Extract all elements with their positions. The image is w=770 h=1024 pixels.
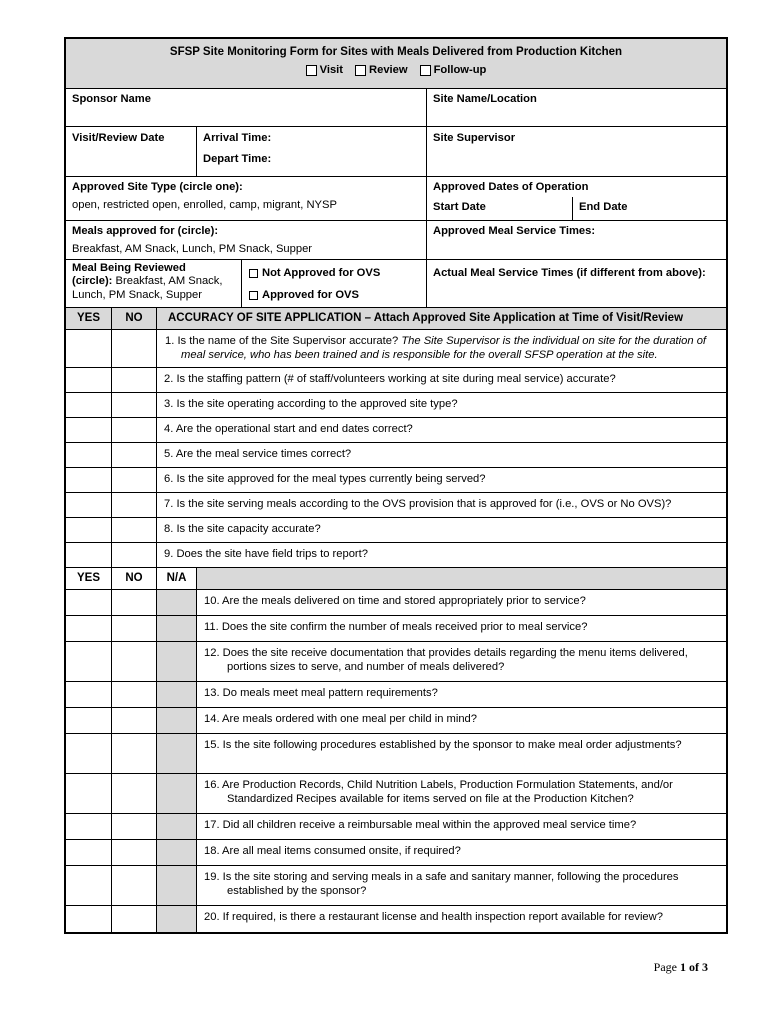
- question-text: 15. Is the site following procedures established by the sponsor to make meal order adjustments?: [204, 739, 682, 751]
- question-row: [66, 839, 726, 865]
- question-row: [66, 392, 726, 417]
- yes-cell[interactable]: [66, 393, 112, 417]
- question-row: [66, 813, 726, 839]
- question-row: [66, 589, 726, 615]
- start-date-field[interactable]: Start Date: [433, 201, 486, 213]
- na-cell[interactable]: [157, 866, 197, 905]
- no-cell[interactable]: [112, 642, 157, 681]
- no-cell[interactable]: [112, 418, 157, 442]
- question-text: 1. Is the name of the Site Supervisor accurate?: [165, 335, 399, 347]
- yes-cell[interactable]: [66, 330, 112, 367]
- meal-reviewed-options-1[interactable]: Breakfast, AM Snack,: [115, 275, 223, 288]
- question-text: 14. Are meals ordered with one meal per child in mind?: [204, 713, 477, 725]
- question-row: [66, 615, 726, 641]
- sponsor-name-field[interactable]: Sponsor Name: [72, 93, 151, 105]
- actual-times-field[interactable]: Actual Meal Service Times (if different from above):: [426, 260, 726, 307]
- question-text: 6. Is the site approved for the meal types currently being served?: [164, 473, 486, 485]
- question-note: The Site Supervisor is the individual on site for the duration of meal service, who has been trained and is responsible for the overall SFSP operation at the site.: [181, 335, 707, 361]
- question-row: [66, 773, 726, 813]
- ovs-approved-option[interactable]: Approved for OVS: [249, 288, 419, 302]
- na-cell[interactable]: [157, 642, 197, 681]
- question-text: 17. Did all children receive a reimbursable meal within the approved meal service time?: [204, 819, 637, 831]
- no-cell[interactable]: [112, 866, 157, 905]
- followup-checkbox[interactable]: [420, 65, 431, 76]
- form-header: [66, 39, 726, 88]
- question-text: 10. Are the meals delivered on time and stored appropriately prior to service?: [204, 595, 586, 607]
- na-cell[interactable]: [157, 906, 197, 932]
- no-cell[interactable]: [112, 493, 157, 517]
- question-row: [66, 517, 726, 542]
- visit-checkbox-item[interactable]: Visit: [306, 63, 343, 77]
- site-type-label: Approved Site Type (circle one):: [72, 181, 243, 193]
- na-cell[interactable]: [157, 840, 197, 865]
- ovs-not-approved-option[interactable]: Not Approved for OVS: [249, 266, 419, 280]
- visit-checkbox[interactable]: [306, 65, 317, 76]
- na-cell[interactable]: [157, 774, 197, 813]
- question-row: [66, 467, 726, 492]
- yes-cell[interactable]: [66, 468, 112, 492]
- na-cell[interactable]: [157, 616, 197, 641]
- yes-cell[interactable]: [66, 418, 112, 442]
- end-date-field[interactable]: End Date: [572, 197, 726, 220]
- no-cell[interactable]: [112, 814, 157, 839]
- na-cell[interactable]: [157, 814, 197, 839]
- question-text: 2. Is the staffing pattern (# of staff/volunteers working at site during meal service) accurate?: [164, 373, 616, 385]
- question-row: [66, 641, 726, 681]
- na-cell[interactable]: [157, 708, 197, 733]
- no-cell[interactable]: [112, 708, 157, 733]
- question-text: 16. Are Production Records, Child Nutrition Labels, Production Formulation Statements, and/or Standardized Recipes available for items served on file at the Production Kitchen?: [204, 779, 673, 805]
- depart-time-field[interactable]: Depart Time:: [203, 153, 272, 165]
- no-cell[interactable]: [112, 906, 157, 932]
- na-cell[interactable]: [157, 734, 197, 773]
- yes-cell[interactable]: [66, 866, 112, 905]
- meal-reviewed-label: Meal Being Reviewed: [72, 262, 186, 274]
- yes-cell[interactable]: [66, 493, 112, 517]
- meal-reviewed-options-2[interactable]: Lunch, PM Snack, Supper: [72, 288, 202, 301]
- no-cell[interactable]: [112, 774, 157, 813]
- followup-checkbox-item[interactable]: Follow-up: [420, 63, 487, 77]
- question-row: [66, 865, 726, 905]
- question-text: 18. Are all meal items consumed onsite, if required?: [204, 845, 461, 857]
- monitoring-form: SFSP Site Monitoring Form for Sites with Meals Delivered from Production Kitchen Visit Review Follow-up Sponsor Name Site Name/Location Visit/Review Date Arrival Time: Depart Time: Site Supervisor Approved Site Type (circle one): open, restricted open, enrolled, camp, migrant, NYSP Approved Dates of Operation Start Date End Date Meals approved for (circle): Breakfast, AM Snack, Lunch, PM Snack, Supper Approved Meal Service Times: Meal Being Reviewed (circle): Breakfast, AM Snack, Lunch, PM Snack, Supper Not Approved for OVS Approved for OVS Actual Meal Service Times (if different from above): YES NO ACCURACY OF SITE APPLICATION – Attach Approved Site Application at Time of Visit/Review 1. Is the name of the Site Supervisor accurate? The Site Supervisor is the individual on site for the duration of meal service, who has been trained and is responsible for the overall SFSP operation at the site. 2. Is the staffing pattern (# of staff/volunteers working at site during meal service) accurate? 3. Is the site operating according to the approved site type? 4. Are the operational start and end dates correct? 5. Are the meal service times correct? 6. Is the site approved for the meal types currently being served? 7. Is the site serving meals according to the OVS provision that is approved for (i.e., OVS or No OVS)? 8. Is the site capacity accurate? 9. Does the site have field trips to report? YES NO N/A 10. Are the meals delivered on time and stored appropriately prior to service? 11. Does the site confirm the number of meals received prior to meal service? 12. Does the site receive documentation that provides details regarding the menu items delivered, portions sizes to serve, and number of meals delivered? 13. Do meals meet meal pattern requirements? 14. Are meals ordered with one meal per child in mind? 15. Is the site following procedures established by the sponsor to make meal order adjustments? 16. Are Production Records, Child Nutrition Labels, Production Formulation Statements, and/or Standardized Recipes available for items served on file at the Production Kitchen? 17. Did all children receive a reimbursable meal within the approved meal service time? 18. Are all meal items consumed onsite, if required? 19. Is the site storing and serving meals in a safe and sanitary manner, following the procedures established by the sponsor? 20. If required, is there a restaurant license and health inspection report available for review?: [64, 37, 728, 934]
- meal-service-times-field[interactable]: Approved Meal Service Times:: [426, 221, 726, 259]
- question-row: [66, 542, 726, 567]
- yes-cell[interactable]: [66, 906, 112, 932]
- no-cell[interactable]: [112, 682, 157, 707]
- no-cell[interactable]: [112, 616, 157, 641]
- review-checkbox-item[interactable]: Review: [355, 63, 408, 77]
- question-row: [66, 329, 726, 367]
- yes-cell[interactable]: [66, 590, 112, 615]
- site-supervisor-field[interactable]: Site Supervisor: [426, 127, 726, 176]
- question-text: 5. Are the meal service times correct?: [164, 448, 352, 460]
- question-text: 19. Is the site storing and serving meals in a safe and sanitary manner, following the procedures established by the sponsor?: [204, 871, 679, 897]
- section1-header: YES NO ACCURACY OF SITE APPLICATION – Attach Approved Site Application at Time of Visit/Review: [66, 307, 726, 329]
- form-title: SFSP Site Monitoring Form for Sites with Meals Delivered from Production Kitchen: [169, 46, 623, 58]
- no-cell[interactable]: [112, 590, 157, 615]
- yes-cell[interactable]: [66, 708, 112, 733]
- no-cell[interactable]: [112, 543, 157, 567]
- meals-approved-label: Meals approved for (circle):: [72, 225, 219, 237]
- yes-cell[interactable]: [66, 840, 112, 865]
- no-cell[interactable]: [112, 734, 157, 773]
- yes-cell[interactable]: [66, 543, 112, 567]
- yes-cell[interactable]: [66, 368, 112, 392]
- no-cell[interactable]: [112, 443, 157, 467]
- question-row: [66, 492, 726, 517]
- no-cell[interactable]: [112, 393, 157, 417]
- dates-operation-label: Approved Dates of Operation: [433, 181, 589, 193]
- section1-title: ACCURACY OF SITE APPLICATION – Attach Approved Site Application at Time of Visit/Review: [168, 312, 684, 325]
- ovs-not-approved-checkbox[interactable]: [249, 269, 258, 278]
- yes-cell[interactable]: [66, 734, 112, 773]
- na-cell[interactable]: [157, 590, 197, 615]
- question-text: 9. Does the site have field trips to report?: [164, 548, 368, 560]
- arrival-time-field[interactable]: Arrival Time:: [203, 132, 272, 144]
- question-text: 4. Are the operational start and end dates correct?: [164, 423, 413, 435]
- question-row: [66, 681, 726, 707]
- question-text: 8. Is the site capacity accurate?: [164, 523, 321, 535]
- meals-approved-options[interactable]: Breakfast, AM Snack, Lunch, PM Snack, Supper: [72, 243, 313, 255]
- site-type-options[interactable]: open, restricted open, enrolled, camp, migrant, NYSP: [72, 199, 337, 211]
- no-cell[interactable]: [112, 468, 157, 492]
- no-cell[interactable]: [112, 518, 157, 542]
- question-row: [66, 733, 726, 773]
- page-footer: Page 1 of 3: [653, 960, 708, 974]
- visit-date-field[interactable]: Visit/Review Date: [72, 132, 165, 144]
- question-row: [66, 367, 726, 392]
- yes-cell[interactable]: [66, 443, 112, 467]
- question-text: 11. Does the site confirm the number of meals received prior to meal service?: [204, 621, 588, 633]
- yes-cell[interactable]: [66, 682, 112, 707]
- question-row: [66, 417, 726, 442]
- question-text: 20. If required, is there a restaurant license and health inspection report available for review?: [204, 911, 663, 923]
- section2-header: YES NO N/A: [66, 567, 726, 589]
- no-cell[interactable]: [112, 330, 157, 367]
- yes-cell[interactable]: [66, 642, 112, 681]
- question-row: [66, 905, 726, 932]
- question-text: 13. Do meals meet meal pattern requirements?: [204, 687, 438, 699]
- no-cell[interactable]: [112, 840, 157, 865]
- yes-cell[interactable]: [66, 774, 112, 813]
- yes-cell[interactable]: [66, 518, 112, 542]
- na-cell[interactable]: [157, 682, 197, 707]
- question-text: 7. Is the site serving meals according to the OVS provision that is approved for (i.e., OVS or No OVS)?: [164, 498, 672, 510]
- question-row: [66, 707, 726, 733]
- site-name-field[interactable]: Site Name/Location: [426, 89, 726, 126]
- ovs-approved-checkbox[interactable]: [249, 291, 258, 300]
- review-checkbox[interactable]: [355, 65, 366, 76]
- yes-cell[interactable]: [66, 814, 112, 839]
- no-cell[interactable]: [112, 368, 157, 392]
- question-row: [66, 442, 726, 467]
- question-text: 12. Does the site receive documentation that provides details regarding the menu items delivered, portions sizes to serve, and number of meals delivered?: [204, 647, 688, 673]
- question-text: 3. Is the site operating according to the approved site type?: [164, 398, 458, 410]
- yes-cell[interactable]: [66, 616, 112, 641]
